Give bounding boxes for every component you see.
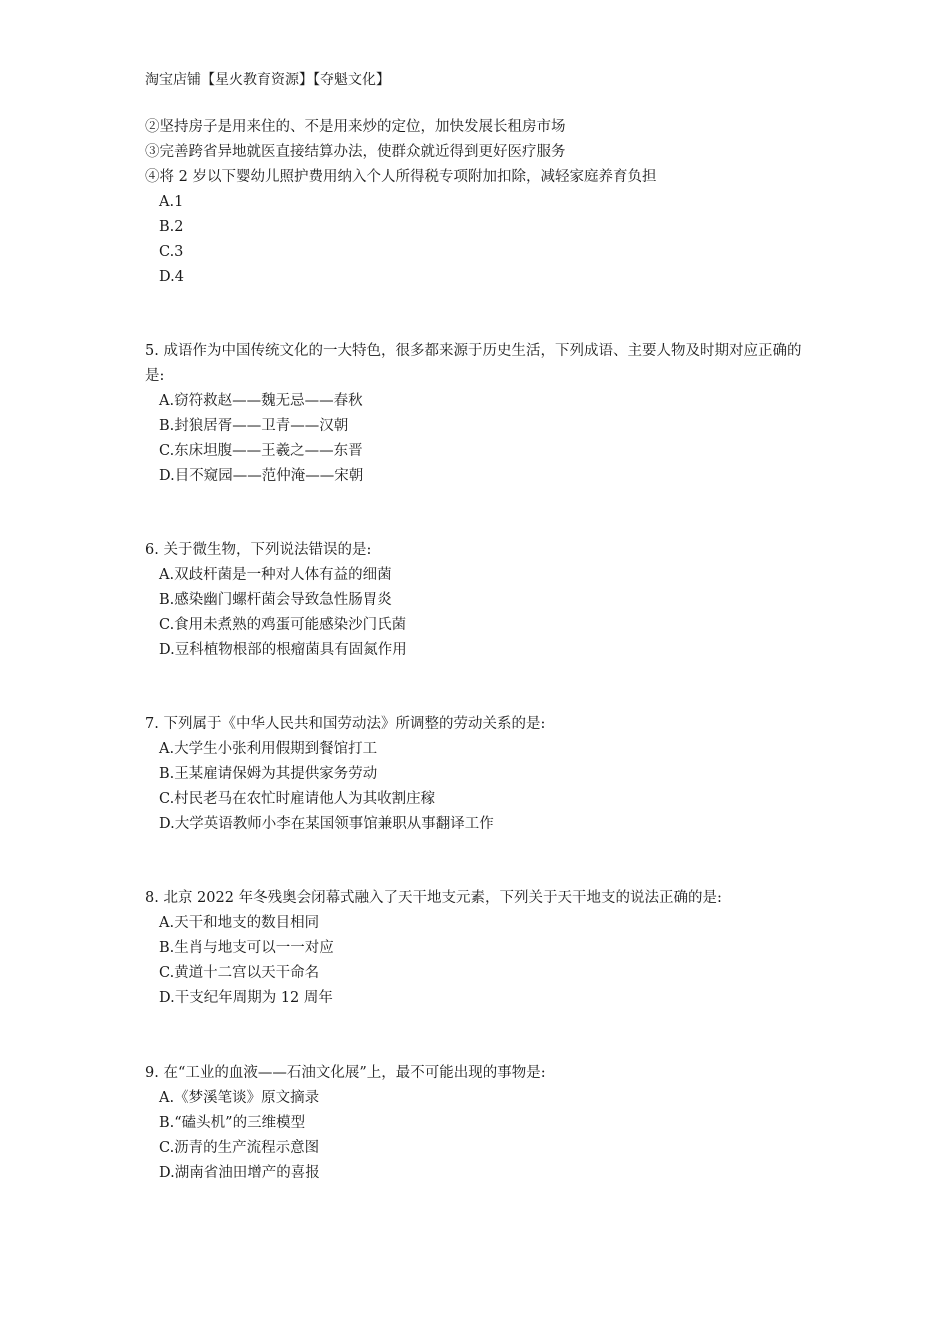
question-9 (145, 1061, 825, 1186)
question-7 (145, 712, 825, 837)
q6-option-b: B.感染幽门螺杆菌会导致急性肠胃炎 (159, 592, 392, 608)
q9-option-d: D.湖南省油田增产的喜报 (159, 1165, 320, 1181)
q7-stem: 7. 下列属于《中华人民共和国劳动法》所调整的劳动关系的是: (145, 716, 546, 732)
q8-option-c: C.黄道十二宫以天干命名 (159, 965, 320, 981)
q7-option-b: B.王某雇请保姆为其提供家务劳动 (159, 766, 378, 782)
q4-item-4: ④将 2 岁以下婴幼儿照护费用纳入个人所得税专项附加扣除，减轻家庭养育负担 (145, 169, 657, 185)
q5-option-a: A.窃符救赵——魏无忌——春秋 (159, 393, 363, 409)
q6-stem: 6. 关于微生物，下列说法错误的是: (145, 542, 372, 558)
question-4 (145, 115, 825, 290)
question-8 (145, 886, 825, 1011)
q7-option-a: A.大学生小张利用假期到餐馆打工 (159, 741, 378, 757)
q9-stem: 9. 在“工业的血液——石油文化展”上，最不可能出现的事物是: (145, 1065, 546, 1081)
q5-option-b: B.封狼居胥——卫青——汉朝 (159, 418, 349, 434)
question-5 (145, 339, 825, 489)
q4-option-d: D.4 (159, 269, 184, 285)
q6-option-a: A.双歧杆菌是一种对人体有益的细菌 (159, 567, 392, 583)
q9-option-b: B.“磕头机”的三维模型 (159, 1115, 306, 1131)
q4-option-a: A.1 (159, 194, 184, 210)
q4-item-2: ②坚持房子是用来住的、不是用来炒的定位，加快发展长租房市场 (145, 119, 566, 135)
q6-option-c: C.食用未煮熟的鸡蛋可能感染沙门氏菌 (159, 617, 407, 633)
q8-stem: 8. 北京 2022 年冬残奥会闭幕式融入了天干地支元素，下列关于天干地支的说法正确的是: (145, 890, 722, 906)
q8-option-b: B.生肖与地支可以一一对应 (159, 940, 334, 956)
q7-option-c: C.村民老马在农忙时雇请他人为其收割庄稼 (159, 791, 436, 807)
page-header: 淘宝店铺【星火教育资源】【夺魁文化】 (145, 72, 390, 88)
q8-option-d: D.干支纪年周期为 12 周年 (159, 990, 333, 1006)
q5-option-d: D.目不窥园——范仲淹——宋朝 (159, 468, 364, 484)
q4-option-c: C.3 (159, 244, 184, 260)
q7-option-d: D.大学英语教师小李在某国领事馆兼职从事翻译工作 (159, 816, 494, 832)
q6-option-d: D.豆科植物根部的根瘤菌具有固氮作用 (159, 642, 407, 658)
q8-option-a: A.天干和地支的数目相同 (159, 915, 320, 931)
q5-option-c: C.东床坦腹——王羲之——东晋 (159, 443, 363, 459)
q4-item-3: ③完善跨省异地就医直接结算办法，使群众就近得到更好医疗服务 (145, 144, 566, 160)
q9-option-a: A.《梦溪笔谈》原文摘录 (159, 1090, 320, 1106)
q9-option-c: C.沥青的生产流程示意图 (159, 1140, 320, 1156)
q4-option-b: B.2 (159, 219, 184, 235)
question-6 (145, 538, 825, 663)
q5-stem: 5. 成语作为中国传统文化的一大特色，很多都来源于历史生活，下列成语、主要人物及时期对应正确的是: (145, 343, 802, 384)
